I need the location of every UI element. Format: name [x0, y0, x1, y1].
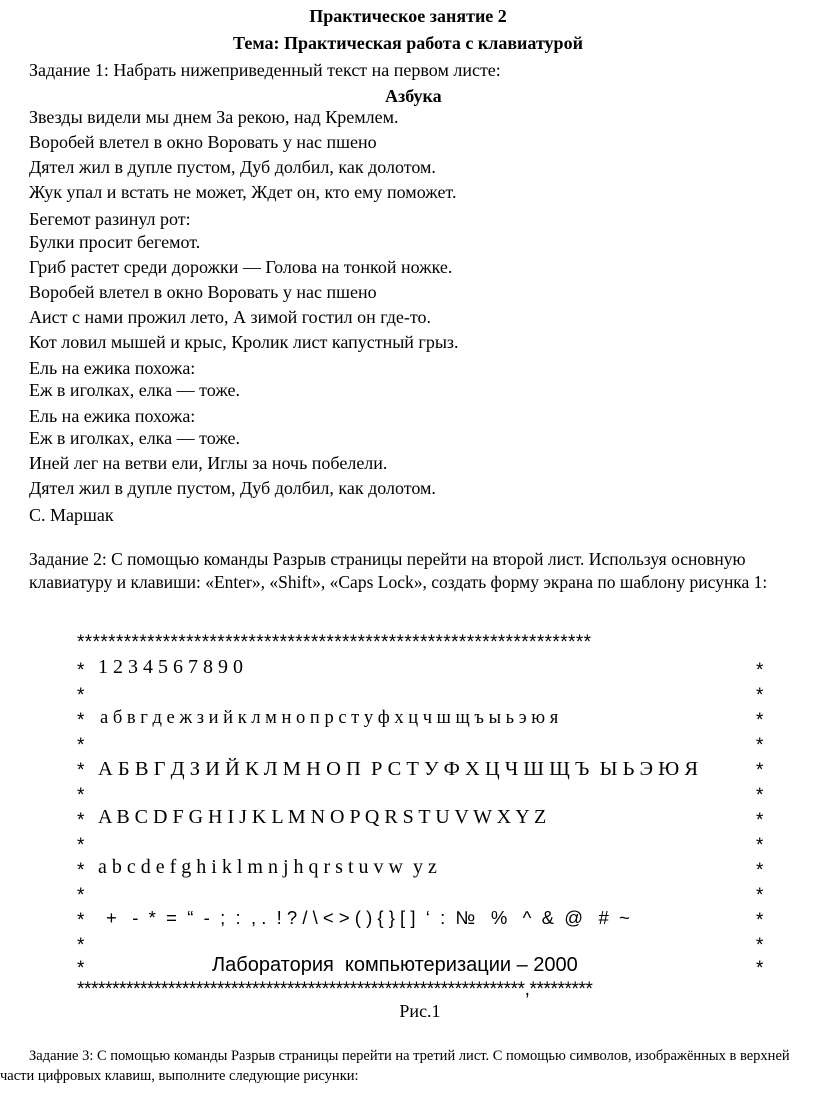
star: * [756, 935, 764, 956]
star: * [77, 735, 85, 756]
star: * [77, 860, 85, 881]
poem-line: Жук упал и встать не может, Ждет он, кто ему поможет. [29, 182, 457, 202]
poem-line: Дятел жил в дупле пустом, Дуб долбил, как долотом. [29, 157, 436, 177]
poem-author: С. Маршак [29, 505, 114, 525]
star: * [756, 760, 764, 781]
lab-name-row: Лаборатория компьютеризации – 2000 [212, 954, 578, 976]
star: * [77, 835, 85, 856]
star: * [77, 935, 85, 956]
poem-line: Кот ловил мышей и крыс, Кролик лист капустный грыз. [29, 332, 459, 352]
star: * [756, 910, 764, 931]
poem-title: Азбука [385, 86, 442, 106]
figure-border-bottom: ****************************************************************,********* [77, 979, 593, 1000]
star: * [756, 860, 764, 881]
star: * [77, 958, 85, 979]
star: * [756, 710, 764, 731]
latin-lowercase-row: a b c d e f g h i k l m n j h q r s t u v w y z [98, 856, 437, 878]
poem-line: Звезды видели мы днем За рекою, над Кремлем. [29, 107, 399, 127]
star: * [77, 660, 85, 681]
poem-line: Ель на ежика похожа: [29, 358, 196, 378]
page-title: Практическое занятие 2 [309, 6, 507, 26]
star: * [77, 885, 85, 906]
star: * [756, 810, 764, 831]
star: * [77, 785, 85, 806]
star: * [756, 835, 764, 856]
figure-caption: Рис.1 [399, 1001, 441, 1021]
page-topic: Тема: Практическая работа с клавиатурой [233, 33, 583, 53]
star: * [756, 958, 764, 979]
symbols-row: + - * = “ - ; : , . ! ? / \ < > ( ) { } [ ] ‘ : № % ^ & @ # ~ [106, 907, 630, 928]
poem-line: Воробей влетел в окно Воровать у нас пшено [29, 132, 377, 152]
star: * [756, 785, 764, 806]
star: * [756, 885, 764, 906]
figure-border-top: ****************************************************************** [77, 632, 592, 653]
poem-line: Ель на ежика похожа: [29, 406, 196, 426]
poem-line: Еж в иголках, елка — тоже. [29, 380, 241, 400]
latin-uppercase-row: A B C D F G H I J K L M N O P Q R S T U V W X Y Z [98, 806, 547, 828]
star: * [77, 710, 85, 731]
star: * [756, 660, 764, 681]
poem-line: Еж в иголках, елка — тоже. [29, 428, 241, 448]
poem-line: Воробей влетел в окно Воровать у нас пшено [29, 282, 377, 302]
star: * [77, 760, 85, 781]
poem-line: Булки просит бегемот. [29, 232, 201, 252]
star: * [77, 810, 85, 831]
cyrillic-uppercase-row: А Б В Г Д З И Й К Л М Н О П Р С Т У Ф Х Ц Ч Ш Щ Ъ Ы Ь Э Ю Я [98, 758, 699, 780]
poem-line: Иней лег на ветви ели, Иглы за ночь побелели. [29, 453, 388, 473]
star: * [756, 735, 764, 756]
star: * [77, 685, 85, 706]
star: * [77, 910, 85, 931]
star: * [756, 685, 764, 706]
poem-line: Дятел жил в дупле пустом, Дуб долбил, как долотом. [29, 478, 436, 498]
digits-row: 1 2 3 4 5 6 7 8 9 0 [98, 656, 243, 678]
task2-text: Задание 2: С помощью команды Разрыв страницы перейти на второй лист. Используя основную клавиатуру и клавиши: «Enter», «Shift», «Caps Lock», создать форму экрана по шаблону рисунка 1: [29, 549, 768, 592]
poem-line: Аист с нами прожил лето, А зимой гостил он где-то. [29, 307, 431, 327]
cyrillic-lowercase-row: а б в г д е ж з и й к л м н о п р с т у ф х ц ч ш щ ъ ы ь э ю я [100, 708, 559, 728]
task3-text: Задание 3: С помощью команды Разрыв страницы перейти на третий лист. С помощью символов, изображённых в верхней части цифровых клавиш, выполните следующие рисунки: [0, 1048, 790, 1084]
poem-line: Бегемот разинул рот: [29, 209, 191, 229]
task1-text: Задание 1: Набрать нижеприведенный текст на первом листе: [29, 60, 501, 80]
poem-line: Гриб растет среди дорожки — Голова на тонкой ножке. [29, 257, 453, 277]
